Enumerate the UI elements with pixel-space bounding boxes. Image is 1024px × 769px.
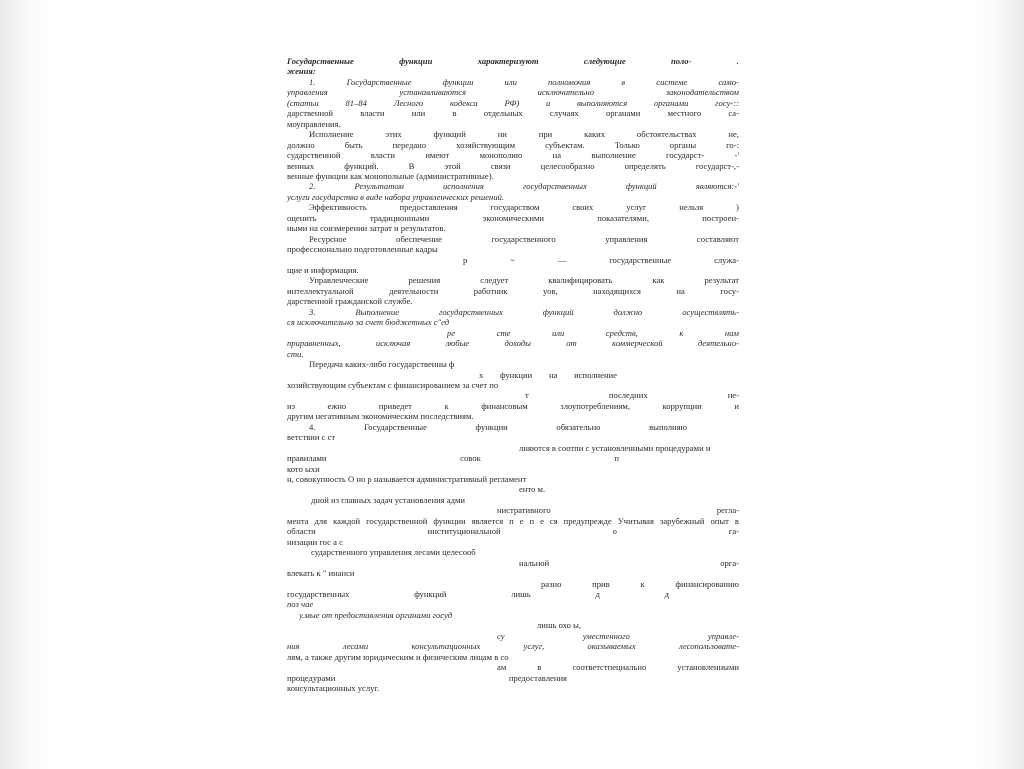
word: государственных [438, 306, 503, 317]
word: интеллектуальной [287, 285, 354, 296]
word: совок [460, 453, 481, 464]
text-line: жения: [287, 66, 316, 77]
text-line: ными на соизмерении затрат и результатов. [287, 223, 446, 234]
word: должно [287, 139, 315, 150]
word: государственные [609, 254, 672, 265]
word: Результатом [354, 181, 404, 192]
word: опыт [710, 515, 729, 526]
word: или [552, 327, 565, 338]
text-line [287, 641, 739, 651]
text-line: профессионально подготовленные кадры [287, 244, 438, 255]
word: . [736, 56, 739, 66]
word: к [444, 400, 449, 411]
word: последних [608, 390, 648, 401]
word: ежно [327, 400, 347, 411]
word: лишь [511, 588, 531, 599]
word: должно [613, 306, 643, 317]
word: на [548, 369, 558, 380]
word: этой [444, 160, 461, 171]
word: д [595, 588, 600, 599]
word: са- [728, 108, 739, 119]
word: определять [624, 160, 666, 171]
word: функций [433, 129, 466, 140]
text-line [287, 286, 739, 296]
word: институциональной [427, 526, 501, 537]
word: лесопользовате- [678, 641, 739, 652]
text-line [497, 505, 739, 515]
text-line [287, 98, 739, 108]
word: -' [734, 150, 739, 161]
word: установленными [677, 662, 739, 673]
word: функций [414, 588, 447, 599]
word: п [529, 515, 535, 526]
word: ~ [510, 254, 515, 265]
text-line: дной из главных задач установления адми [311, 494, 465, 505]
text-line: лишь охо ы, [537, 620, 581, 631]
text-line [447, 328, 739, 338]
word: нистративного [497, 505, 551, 516]
word: связи [490, 160, 511, 171]
text-line: услуги государства в виде набора управленческих решений. [287, 191, 505, 202]
word: орга- [720, 557, 739, 568]
text-line: дарственной гражданской службе. [287, 296, 413, 307]
word: субъектам. [545, 139, 585, 150]
word: передано [392, 139, 427, 150]
word: дарственной [287, 108, 333, 119]
text-line [287, 673, 567, 683]
word: не- [727, 390, 739, 401]
word: р [463, 254, 468, 265]
word: из [287, 400, 295, 411]
word: хозяйствующим [456, 139, 516, 150]
word: п [614, 453, 619, 464]
text-line [287, 453, 619, 463]
word: государственной [366, 515, 428, 526]
text-line: у.мые от предоставления органами госуд [299, 609, 453, 620]
word: в [734, 515, 739, 526]
word: ам [497, 662, 507, 673]
word: функции [433, 515, 466, 526]
document-page [287, 56, 739, 716]
word: функций [542, 306, 574, 317]
word: для [314, 515, 328, 526]
word: (статьи [287, 97, 319, 108]
word: имеют [425, 150, 450, 161]
word: монополию [479, 150, 523, 161]
word: коррупции [662, 400, 702, 411]
word: сударственной [287, 150, 341, 161]
text-line [309, 275, 739, 285]
text-line [287, 401, 739, 411]
word: государственных [522, 181, 587, 192]
text-line: моуправления. [287, 118, 341, 129]
word: су [497, 630, 505, 641]
word: быть [344, 139, 363, 150]
word: оказываемых [587, 641, 636, 652]
word: х [479, 369, 484, 380]
word: обеспечение [396, 233, 442, 244]
word: обязательно [556, 421, 601, 432]
word: 3. [309, 306, 316, 317]
word: государственного [491, 233, 556, 244]
text-line [287, 140, 739, 150]
word: функции [500, 369, 533, 380]
word: ним [724, 327, 739, 338]
word: Государственные [346, 76, 412, 87]
text-line [287, 338, 739, 348]
word: доходы [504, 338, 531, 349]
word: государственных [287, 588, 350, 599]
word: Государственные [364, 421, 427, 432]
word: системе [656, 76, 688, 87]
word: уов, [543, 285, 558, 296]
word: государст-,- [695, 160, 739, 171]
word: Управленческие [309, 275, 369, 286]
word: работник [473, 285, 508, 296]
word: поло- [671, 56, 692, 66]
word: консультационных [411, 641, 481, 652]
word: государст- [666, 150, 705, 161]
word: т [525, 390, 529, 401]
word: нальной [519, 557, 550, 568]
word: характеризуют [477, 56, 539, 66]
word: зарубежный [659, 515, 705, 526]
word: на [676, 285, 685, 296]
word: Только [614, 139, 640, 150]
word: уместенного [582, 630, 630, 641]
text-line [497, 631, 739, 641]
text-line [287, 516, 739, 526]
word: случаях [549, 108, 579, 119]
word: этих [385, 129, 402, 140]
word: соответстпециально [572, 662, 647, 673]
word: разно [541, 578, 562, 589]
word: каждой [333, 515, 361, 526]
word: и [546, 97, 551, 108]
frame-shadow-right [976, 0, 1024, 769]
text-line: поз чае [287, 599, 314, 610]
text-line: енто м. [519, 484, 546, 495]
word: 2. [309, 181, 316, 192]
word: как [652, 275, 665, 286]
word: прив [592, 578, 610, 589]
text-line [525, 390, 739, 400]
word: экономическими [482, 212, 544, 223]
text-line [309, 234, 739, 244]
word: 1. [309, 76, 316, 87]
text-line [287, 526, 739, 536]
word: ) [736, 202, 739, 213]
word: исключая [375, 338, 411, 349]
word: функций. [344, 160, 379, 171]
word: выполнение [591, 150, 636, 161]
word: Выполнение [355, 306, 400, 317]
text-line: лям, а также другим юридическим и физическим лицам в со [287, 651, 509, 662]
word: своих [572, 202, 594, 213]
word: В [408, 160, 415, 171]
frame-shadow-left [0, 0, 48, 769]
word: исполнение [574, 369, 617, 380]
text-line: влекать к " инанси [287, 568, 355, 579]
text-line: щие и информация. [287, 265, 359, 275]
word: устанавливаются [399, 87, 467, 98]
word: является [471, 515, 504, 526]
word: показателями, [597, 212, 649, 223]
word: следующие [583, 56, 626, 66]
word: исключительно [537, 87, 595, 98]
word: злоупотреблениям, [560, 400, 630, 411]
word: Государственные [287, 56, 354, 66]
text-line [309, 202, 739, 212]
word: само- [718, 76, 739, 87]
text-line [463, 255, 739, 265]
word: исполнения [442, 181, 484, 192]
word: предупрежде [563, 515, 612, 526]
word: ре [447, 327, 456, 338]
word: полномочия [548, 76, 591, 87]
word: ния [287, 641, 300, 652]
word: или [411, 108, 426, 119]
text-line: другим негативным экономическим последствиям. [287, 411, 474, 422]
word: Исполнение [309, 129, 354, 140]
word: о [612, 526, 617, 537]
word: кодекса [449, 97, 478, 108]
word: 4. [309, 421, 316, 432]
word: ся [549, 515, 558, 526]
word: сте [496, 327, 511, 338]
word: финансовым [481, 400, 528, 411]
word: процедурами [287, 672, 336, 683]
word: или [504, 76, 517, 87]
word: являются:-' [695, 181, 739, 192]
text-line [287, 56, 739, 66]
word: приведет [378, 400, 412, 411]
text-line: сударственного управления лесами целесооб [311, 547, 476, 558]
word: при [538, 129, 553, 140]
word: средств, [605, 327, 638, 338]
text-line: кото ыхи [287, 463, 320, 474]
word: находящихся [593, 285, 641, 296]
text-line [287, 213, 739, 223]
word: служа- [714, 254, 739, 265]
word: функции [442, 76, 474, 87]
word: в [537, 662, 542, 673]
word: от [566, 338, 577, 349]
word: деятельно- [697, 338, 739, 349]
word: д [664, 588, 669, 599]
word: РФ) [504, 97, 520, 108]
text-line [497, 662, 739, 672]
text-line: низации гос а с [287, 536, 343, 547]
word: государством [490, 202, 540, 213]
word: е [519, 515, 524, 526]
word: результат [704, 275, 739, 286]
word: оценить [287, 212, 317, 223]
word: на [552, 150, 562, 161]
word: органами [653, 97, 689, 108]
word: в [452, 108, 457, 119]
word: финансированию [675, 578, 739, 589]
word: регла- [716, 505, 739, 516]
word: выполняю [649, 421, 687, 432]
text-line [287, 589, 669, 599]
text-line: хозяйствующим субъектам с финансированием за счет по [287, 379, 499, 390]
text-line: консультационных услуг. [287, 683, 380, 693]
word: Лесного [393, 97, 424, 108]
word: и [734, 400, 739, 411]
word: области [287, 526, 316, 537]
word: — [557, 254, 567, 265]
text-line [309, 77, 739, 87]
word: е [540, 515, 544, 526]
word: органы [669, 139, 697, 150]
word: п [509, 515, 514, 526]
text-line: Передача каких-либо государственны ф [309, 359, 455, 370]
word: к [640, 578, 645, 589]
word: услуг [626, 202, 647, 213]
text-line [541, 579, 739, 589]
word: отдельных [483, 108, 523, 119]
word: в [621, 76, 626, 87]
word: любые [445, 338, 470, 349]
word: целесообразно [540, 160, 595, 171]
word: управле- [707, 630, 739, 641]
word: Ресурсное [309, 233, 347, 244]
word: осуществлять- [682, 306, 739, 317]
word: следует [480, 275, 509, 286]
word: приравненных, [287, 338, 341, 349]
text-line [309, 422, 687, 432]
text-line [479, 370, 617, 380]
text-line: сти. [287, 348, 304, 359]
text-line: ся исключительно за счет бюджетных с"ед [287, 317, 450, 328]
word: управления [287, 87, 328, 98]
text-line: н, совокупность О но р называется административный регламент [287, 474, 527, 484]
word: го-: [726, 139, 739, 150]
text-line: венные функции как монопольные (административные). [287, 170, 494, 181]
word: коммерческой [612, 338, 663, 349]
word: квалифицировать [548, 275, 613, 286]
word: Эффективность [309, 202, 367, 213]
word: правилами [287, 453, 327, 464]
word: функции [399, 56, 433, 66]
word: решения [408, 275, 441, 286]
text-line [309, 129, 739, 139]
text-line [287, 150, 739, 160]
word: власти [370, 150, 395, 161]
text-line [287, 87, 739, 97]
word: составляют [696, 233, 739, 244]
word: местного [667, 108, 702, 119]
text-line: ветствии с ст [287, 432, 336, 443]
text-line: лняются в соотпи с установленными процедурами и [519, 442, 711, 453]
text-line [519, 558, 739, 568]
word: ни [497, 129, 507, 140]
word: предоставления [399, 202, 458, 213]
word: венных [287, 160, 315, 171]
word: к [679, 327, 684, 338]
word: законодательством [665, 87, 739, 98]
word: построен- [702, 212, 739, 223]
text-line [287, 161, 739, 171]
word: деятельности [389, 285, 439, 296]
word: госу- [720, 285, 739, 296]
word: обстоятельствах [636, 129, 697, 140]
word: лесами [342, 641, 369, 652]
word: власти [360, 108, 385, 119]
text-line [309, 307, 739, 317]
word: традиционными [369, 212, 430, 223]
word: мента [287, 515, 309, 526]
word: органами [605, 108, 641, 119]
word: нельзя [679, 202, 704, 213]
word: госу-:: [715, 97, 739, 108]
word: выполняются [577, 97, 628, 108]
word: управления [605, 233, 648, 244]
word: предоставления [508, 672, 567, 683]
text-line [287, 108, 739, 118]
word: функций [625, 181, 657, 192]
word: Учитывая [617, 515, 654, 526]
text-line [309, 181, 739, 191]
word: каких [584, 129, 606, 140]
word: услуг, [523, 641, 545, 652]
word: функции [475, 421, 508, 432]
word: не, [728, 129, 739, 140]
word: 81–84 [345, 97, 367, 108]
word: га- [728, 526, 739, 537]
